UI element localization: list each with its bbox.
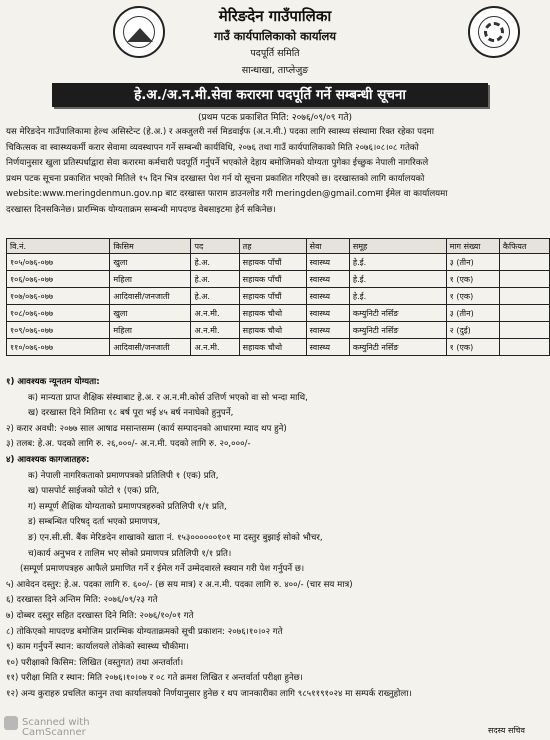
col-header-level: तह <box>239 239 306 254</box>
table-row <box>7 288 550 305</box>
cell-type: महिला <box>110 322 191 339</box>
intro-line: निर्णयानुसार खुला प्रतिस्पर्धाद्वारा सेवा करारमा कर्मचारी पदपूर्ति गर्नुपर्ने भएकोले देहाय बमोजिमको योग्यता पुगेका ईच्छुक नेपाली नागरिकले <box>6 158 429 169</box>
cell-group: कम्युनिटी नर्सिङ <box>349 339 446 356</box>
scanner-watermark <box>22 718 90 738</box>
cell-serial: १०८/०७६-०७७ <box>7 305 110 322</box>
cell-post: अ.न.मी. <box>191 305 239 322</box>
cell-service: स्वास्थ्य <box>306 288 349 305</box>
table-row <box>7 322 550 339</box>
col-header-count: माग संख्या <box>446 239 499 254</box>
cell-type: महिला <box>110 271 191 288</box>
cell-service: स्वास्थ्य <box>306 254 349 271</box>
committee-name: पदपूर्ति समिति <box>250 48 300 59</box>
signature-label: सदस्य सचिव <box>488 726 525 735</box>
table-row <box>7 305 550 322</box>
publication-date: (प्रथम पटक प्रकाशित मिति: २०७६/०९/०९ गते) <box>198 113 352 123</box>
cell-level: सहायक चौथो <box>239 322 306 339</box>
sub-office-name: गाउँ कार्यपालिकाको कार्यालय <box>213 29 337 43</box>
notice-title-banner: हे.अ./अ.न.मी.सेवा करारमा पदपूर्ति गर्ने सम्बन्धी सूचना <box>52 83 488 107</box>
vacancy-table <box>6 238 550 356</box>
intro-paragraph <box>6 125 544 219</box>
condition-line: ९) काम गर्नुपर्ने स्थान: कार्यालयले तोकेको स्वास्थ्य चौकीमा। <box>6 642 189 653</box>
condition-heading: ४) आवश्यक कागजातहरु: <box>6 454 90 465</box>
office-name: मेरिङदेन गाउँपालिका <box>218 7 332 25</box>
cell-post: हे.अ. <box>191 254 239 271</box>
cell-remarks <box>499 322 549 339</box>
col-header-group: समूह <box>349 239 446 254</box>
condition-line: ८) तोकिएको मापदण्ड बमोजिम प्रारम्भिक योग्यताक्रमको सूची प्रकाशन: २०७६।१०।०२ गते <box>6 626 283 637</box>
condition-line: १०) परीक्षाको किसिम: लिखित (वस्तुगत) तथा अन्तर्वार्ता। <box>6 657 184 668</box>
cell-group: हे.ई. <box>349 271 446 288</box>
cell-count: ३ (तीन) <box>446 305 499 322</box>
cell-post: हे.अ. <box>191 271 239 288</box>
cell-group: कम्युनिटी नर्सिङ <box>349 322 446 339</box>
cell-type: खुला <box>110 305 191 322</box>
condition-line: ५) आवेदन दस्तुर: हे.अ. पदका लागि रु. ६००/- (छ सय मात्र) र अ.न.मी. पदका लागि रु. ४००/- (चार सय मात्र) <box>6 579 353 590</box>
cell-type: खुला <box>110 254 191 271</box>
cell-serial: १०५/०७६-०७७ <box>7 254 110 271</box>
intro-line: दरखास्त दिनसकिनेछ। प्रारम्भिक योग्यताक्रम सम्बन्धी मापदण्ड वेबसाइटमा हेर्न सकिनेछ। <box>6 204 276 215</box>
table-row <box>7 271 550 288</box>
cell-serial: १०७/०७६-०७७ <box>7 288 110 305</box>
condition-item: ख) पासपोर्ट साईजको फोटो १ (एक) प्रति, <box>28 486 160 497</box>
watermark-line: Scanned with <box>22 717 90 728</box>
condition-item: ख) दरखास्त दिने मितिमा १८ बर्ष पूरा भई ४५ बर्ष ननाघेको हुनुपर्ने, <box>28 408 234 419</box>
cell-level: सहायक चौथो <box>239 305 306 322</box>
col-header-remarks: कैफियत <box>499 239 549 254</box>
cell-remarks <box>499 339 549 356</box>
col-header-type: किसिम <box>110 239 191 254</box>
cell-serial: १०६/०७६-०७७ <box>7 271 110 288</box>
intro-line: चिकित्सक वा स्वास्थ्यकर्मी करार सेवामा व्यवस्थापन गर्ने सम्बन्धी कार्यविधि, २०७६ तथा गाउँ कार्यपालिकाको मिति २०७६।०८।०८ गतेको <box>6 142 419 153</box>
intro-line: प्रथम पटक सूचना प्रकाशित भएको मितिले १५ दिन भित्र दरखास्त पेश गर्न यो सूचना प्रकाशित गरिएको छ। दरखास्तको लागि कार्यालयको <box>6 173 425 184</box>
condition-item: ग) सम्पूर्ण शैक्षिक योग्यताको प्रमाणपत्रहरुको प्रतिलिपी १/१ प्रति, <box>28 501 227 512</box>
condition-item: च)कार्य अनुभव र तालिम भए सोको प्रमाणपत्र प्रतिलिपी १/१ प्रति। <box>28 548 232 559</box>
cell-post: अ.न.मी. <box>191 322 239 339</box>
col-header-service: सेवा <box>306 239 349 254</box>
cell-count: १ (एक) <box>446 339 499 356</box>
cell-level: सहायक पाँचौं <box>239 288 306 305</box>
condition-line: १२) अन्य कुराहरु प्रचलित कानुन तथा कार्यालयको निर्णयानुसार हुनेछ र थप जानकारीका लागि ९८५११९१०२४ मा सम्पर्क राख्नुहोला। <box>6 688 412 699</box>
cell-serial: १०९/०७६-०७७ <box>7 322 110 339</box>
cell-service: स्वास्थ्य <box>306 271 349 288</box>
office-address: सान्धाखा, ताप्लेजुङ <box>241 65 309 76</box>
cell-remarks <box>499 254 549 271</box>
cell-count: १ (एक) <box>446 271 499 288</box>
cell-remarks <box>499 288 549 305</box>
intro-line: website:www.meringdenmun.gov.np बाट दरखास्त फाराम डाउनलोड गरी meringden@gmail.comमा ईमेल वा कार्यालयमा <box>6 189 448 200</box>
condition-item: ड) सम्बन्धित परिषद् दर्ता भएको प्रमाणपत्र, <box>28 517 161 528</box>
condition-item: ङ) एन.सी.सी. बैंक मेरिङदेन शाखाको खाता नं. १५३००००००१०१ मा दस्तुर बुझाई सोको भौचर, <box>28 532 323 543</box>
table-header-row <box>7 239 550 254</box>
cell-post: हे.अ. <box>191 288 239 305</box>
cell-type: आदिवासी/जनजाती <box>110 288 191 305</box>
camscanner-icon <box>4 716 18 730</box>
cell-count: २ (दुई) <box>446 322 499 339</box>
notice-conditions <box>6 375 544 702</box>
condition-line: ६) दरखास्त दिने अन्तिम मिति: २०७६/०९/२३ गते <box>6 595 158 606</box>
cell-post: अ.न.मी. <box>191 339 239 356</box>
condition-line: ७) दोब्बर दस्तुर सहित दरखास्त दिने मिति: २०७६/१०/०१ गते <box>6 610 194 621</box>
cell-level: सहायक चौथो <box>239 339 306 356</box>
cell-count: १ (एक) <box>446 288 499 305</box>
cell-group: कम्युनिटी नर्सिङ <box>349 305 446 322</box>
cell-service: स्वास्थ्य <box>306 322 349 339</box>
cell-group: हे.ई. <box>349 288 446 305</box>
cell-level: सहायक पाँचौं <box>239 254 306 271</box>
condition-heading: १) आवश्यक न्यूनतम योग्यता: <box>6 377 100 387</box>
intro-line: यस मेरिङदेन गाउँपालिकामा हेल्थ असिस्टेन्ट (हे.अ.) र अक्जुलरी नर्स मिडवाईफ (अ.न.मी.) पदका लागि स्वास्थ्य संस्थामा रिक्त रहेका पदमा <box>6 127 434 137</box>
table-row <box>7 339 550 356</box>
condition-note: (सम्पूर्ण प्रमाणपत्रहरु आफैले प्रमाणित गर्ने र ईमेल गर्ने उम्मेदवारले स्क्यान गरी पेश गर्नुपर्ने छ। <box>20 564 305 575</box>
table-row <box>7 254 550 271</box>
condition-item: क) नेपाली नागरिकताको प्रमाणपत्रको प्रतिलिपी १ (एक) प्रति, <box>28 470 219 481</box>
condition-line: २) करार अवधी: २०७७ साल आषाढ मसान्तसम्म (कार्य सम्पादनको आधारमा म्याद थप हुने) <box>6 423 287 434</box>
watermark-line: CamScanner <box>22 727 86 738</box>
cell-service: स्वास्थ्य <box>306 305 349 322</box>
cell-group: हे.ई. <box>349 254 446 271</box>
cell-remarks <box>499 271 549 288</box>
cell-remarks <box>499 305 549 322</box>
cell-type: आदिवासी/जनजाती <box>110 339 191 356</box>
col-header-serial: वि.नं. <box>7 239 110 254</box>
cell-level: सहायक पाँचौं <box>239 271 306 288</box>
condition-line: ११) परीक्षा मिति र स्थान: मिति २०७६।१०।०७ र ०८ गते क्रमश लिखित र अन्तर्वार्ता परीक्षा हुनेछ। <box>6 673 303 684</box>
cell-serial: ११०/०७६-०७७ <box>7 339 110 356</box>
condition-line: ३) तलब: हे.अ. पदको लागि रु. २६,०००/- अ.न.मी. पदको लागि रु. २०,०००/- <box>6 439 251 450</box>
col-header-post: पद <box>191 239 239 254</box>
cell-count: ३ (तीन) <box>446 254 499 271</box>
condition-item: क) मान्यता प्राप्त शैक्षिक संस्थाबाट हे.अ. र अ.न.मी.कोर्स उत्तिर्ण भएको वा सो भन्दा माथि, <box>28 392 308 403</box>
cell-service: स्वास्थ्य <box>306 339 349 356</box>
